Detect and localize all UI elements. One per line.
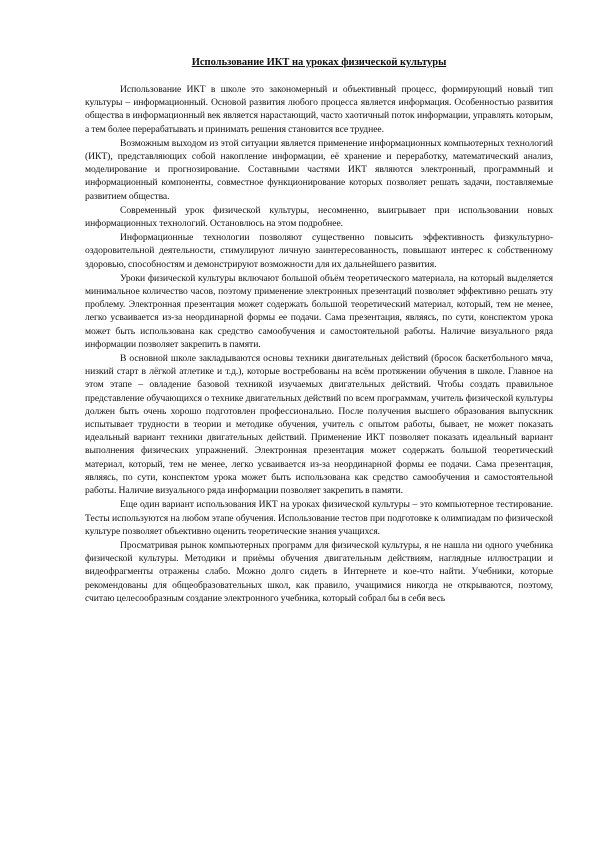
paragraph-4: Информационные технологии позволяют существенно повысить эффективность физкультурно-оздоровительной деятельности, стимулируют личную заинтересованность, повышают интерес к собственному здоровью, способностям и демонстрируют возможности для их дальнейшего развития. <box>85 232 553 270</box>
document-body <box>85 57 553 606</box>
paragraph-7: Еще один вариант использования ИКТ на уроках физической культуры – это компьютерное тестирование. Тесты используются на любом этапе обучения. Использование тестов при подготовке к олимпиадам по физической культуре позволяет объективно оценить теоретические знания учащихся. <box>85 499 553 537</box>
paragraph-1: Использование ИКТ в школе это закономерный и объективный процесс, формирующий новый тип культуры – информационный. Основой развития любого процесса является информация. Особенностью развития общества в информационный век является нарастающий, часто хаотичный поток информации, управлять которым, а тем более перерабатывать и принимать решения становится все труднее. <box>85 84 553 135</box>
paragraph-2: Возможным выходом из этой ситуации является применение информационных компьютерных технологий (ИКТ), представляющих собой накопление информации, её хранение и переработку, математический анализ, моделирование и прогнозирование. Составными частями ИКТ являются электронный, программный и информационный компоненты, совместное функционирование которых позволяет решать задачи, поставляемые развитием общества. <box>85 137 553 202</box>
paragraph-8: Просматривая рынок компьютерных программ для физической культуры, я не нашла ни одного учебника физической культуры. Методики и приёмы обучения двигательным действиям, наглядные иллюстрации и видеофрагменты отражены слабо. Можно долго сидеть в Интернете и кое-что найти. Учебники, которые рекомендованы для общеобразовательных школ, как правило, учащимися никогда не открываются, поэтому, считаю целесообразным создание электронного учебника, который собрал бы в себя весь <box>85 539 553 604</box>
paragraph-6: В основной школе закладываются основы техники двигательных действий (бросок баскетбольного мяча, низкий старт в лёгкой атлетике и т.д.), которые востребованы на всём протяжении обучения в школе. Главное на этом этапе – овладение базовой техникой изучаемых двигательных действий. Чтобы создать правильное представление обучающихся о технике двигательных действий по всем программам, учитель физической культуры должен быть очень хорошо подготовлен профессионально. После получения высшего образования выпускник испытывает трудности в теории и методике обучения, учитель с опытом работы, бывает, не может показать идеальный вариант техники двигательных действий. Применение ИКТ позволяет показать идеальный вариант выполнения физических упражнений. Электронная презентация может содержать большой теоретический материал, который, тем не менее, легко усваивается из-за неординарной формы ее подачи. Сама презентация, являясь, по сути, конспектом урока может быть использована как средство самообучения и самостоятельной работы. Наличие визуального ряда информации позволяет закрепить в памяти. <box>85 353 553 497</box>
document-title: Использование ИКТ на уроках физической культуры <box>191 57 447 68</box>
paragraph-5: Уроки физической культуры включают большой объём теоретического материала, на который выделяется минимальное количество часов, поэтому применение электронных презентаций позволяет эффективно решать эту проблему. Электронная презентация может содержать большой теоретический материал, который, тем не менее, легко усваивается из-за неординарной формы ее подачи. Сама презентация, являясь, по сути, конспектом урока может быть использована как средство самообучения и самостоятельной работы. Наличие визуального ряда информации позволяет закрепить в памяти. <box>85 272 553 350</box>
paragraph-3: Современный урок физической культуры, несомненно, выигрывает при использовании новых информационных технологий. Остановлюсь на этом подробнее. <box>85 204 553 230</box>
